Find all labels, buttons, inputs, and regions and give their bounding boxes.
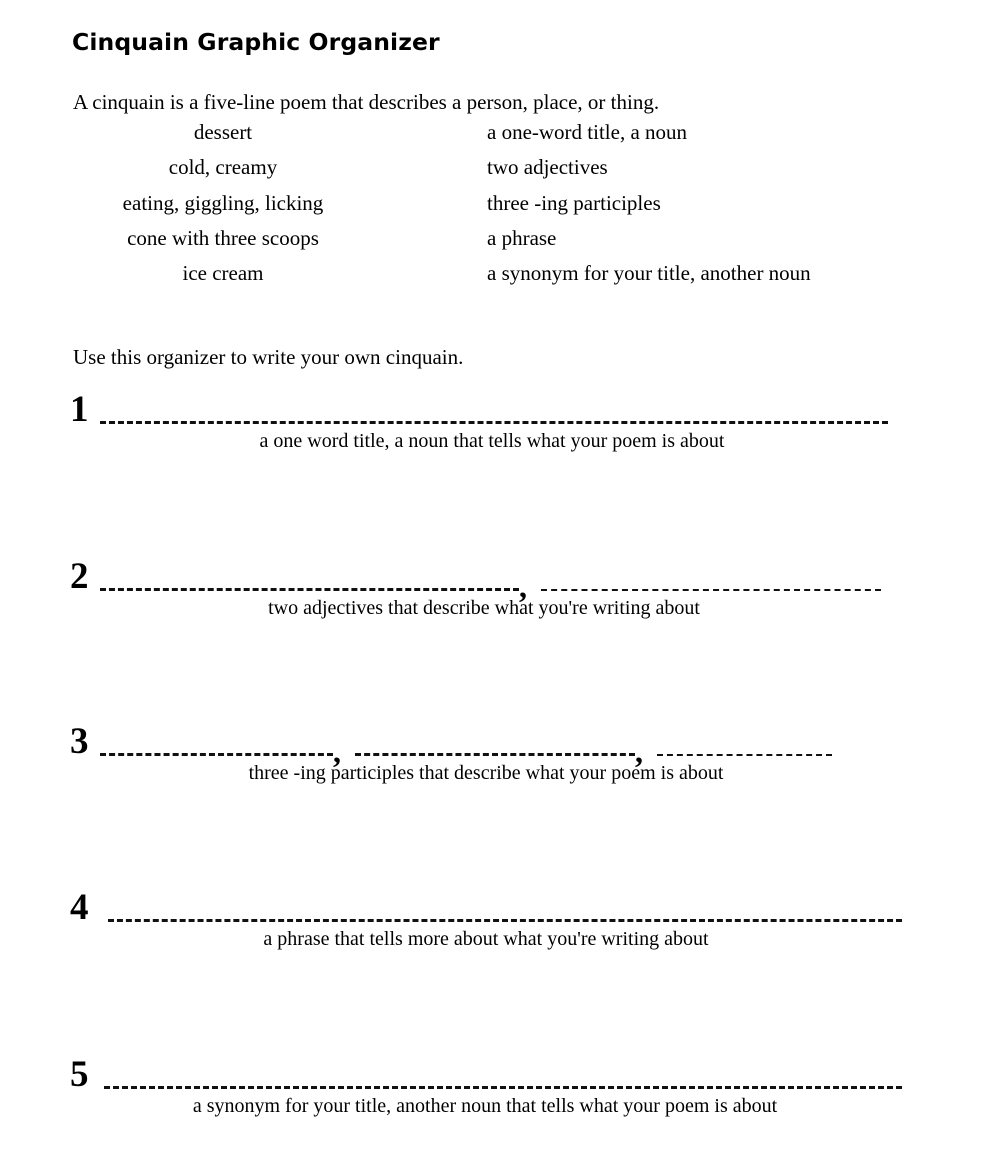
- blank-fields-2: [100, 568, 881, 604]
- organizer-line-3: [0, 716, 1004, 784]
- line-caption-5: a synonym for your title, another noun that tells what your poem is about: [192, 1095, 778, 1117]
- example-row: [73, 191, 933, 226]
- page-title: Cinquain Graphic Organizer: [72, 27, 440, 56]
- example-description: a synonym for your title, another noun: [487, 261, 811, 286]
- write-in-blank[interactable]: [657, 754, 832, 756]
- write-in-blank[interactable]: [541, 589, 881, 591]
- line-caption-4: a phrase that tells more about what you're writing about: [263, 928, 709, 950]
- instruction-text: Use this organizer to write your own cinquain.: [73, 345, 464, 369]
- blank-row: [0, 384, 1004, 428]
- example-row: [73, 226, 933, 261]
- organizer-line-2: [0, 551, 1004, 619]
- organizer-line-5: [0, 1049, 1004, 1117]
- example-row: [73, 120, 933, 155]
- separator-comma: ,: [635, 733, 643, 769]
- blank-fields-1: [100, 421, 888, 424]
- line-number-2: 2: [70, 556, 89, 597]
- example-poem-line: cone with three scoops: [127, 225, 319, 250]
- example-description: three -ing participles: [487, 190, 661, 215]
- example-poem-line: dessert: [193, 120, 253, 144]
- example-description: a one-word title, a noun: [487, 120, 688, 144]
- separator-comma: ,: [519, 568, 527, 604]
- line-number-3: 3: [70, 721, 89, 762]
- blank-fields-4: [108, 919, 902, 922]
- write-in-blank[interactable]: [100, 588, 519, 591]
- line-number-5: 5: [70, 1054, 89, 1095]
- example-description: a phrase: [487, 225, 557, 250]
- example-row: [73, 155, 933, 190]
- blank-row: [0, 716, 1004, 769]
- blank-fields-5: [104, 1086, 902, 1089]
- blank-row: [0, 882, 1004, 926]
- write-in-blank[interactable]: [100, 753, 333, 756]
- example-poem-line: cold, creamy: [168, 155, 278, 180]
- organizer-line-4: [0, 882, 1004, 950]
- write-in-blank[interactable]: [355, 753, 635, 756]
- write-in-blank[interactable]: [104, 1086, 902, 1089]
- blank-row: [0, 551, 1004, 604]
- blank-fields-3: [100, 733, 832, 769]
- example-poem-line: eating, giggling, licking: [122, 190, 324, 215]
- example-cinquain-table: [73, 120, 933, 296]
- blank-row: [0, 1049, 1004, 1093]
- write-in-blank[interactable]: [108, 919, 902, 922]
- separator-comma: ,: [333, 733, 341, 769]
- line-number-4: 4: [70, 887, 89, 928]
- line-caption-3: three -ing participles that describe what your poem is about: [248, 762, 724, 784]
- example-row: [73, 261, 933, 296]
- organizer-line-1: [0, 384, 1004, 452]
- intro-paragraph: A cinquain is a five-line poem that describes a person, place, or thing.: [73, 90, 660, 114]
- line-caption-1: a one word title, a noun that tells what your poem is about: [259, 430, 725, 452]
- line-caption-2: two adjectives that describe what you're writing about: [268, 597, 700, 619]
- line-number-1: 1: [70, 389, 89, 430]
- write-in-blank[interactable]: [100, 421, 888, 424]
- example-description: two adjectives: [487, 155, 608, 180]
- example-poem-line: ice cream: [182, 261, 264, 286]
